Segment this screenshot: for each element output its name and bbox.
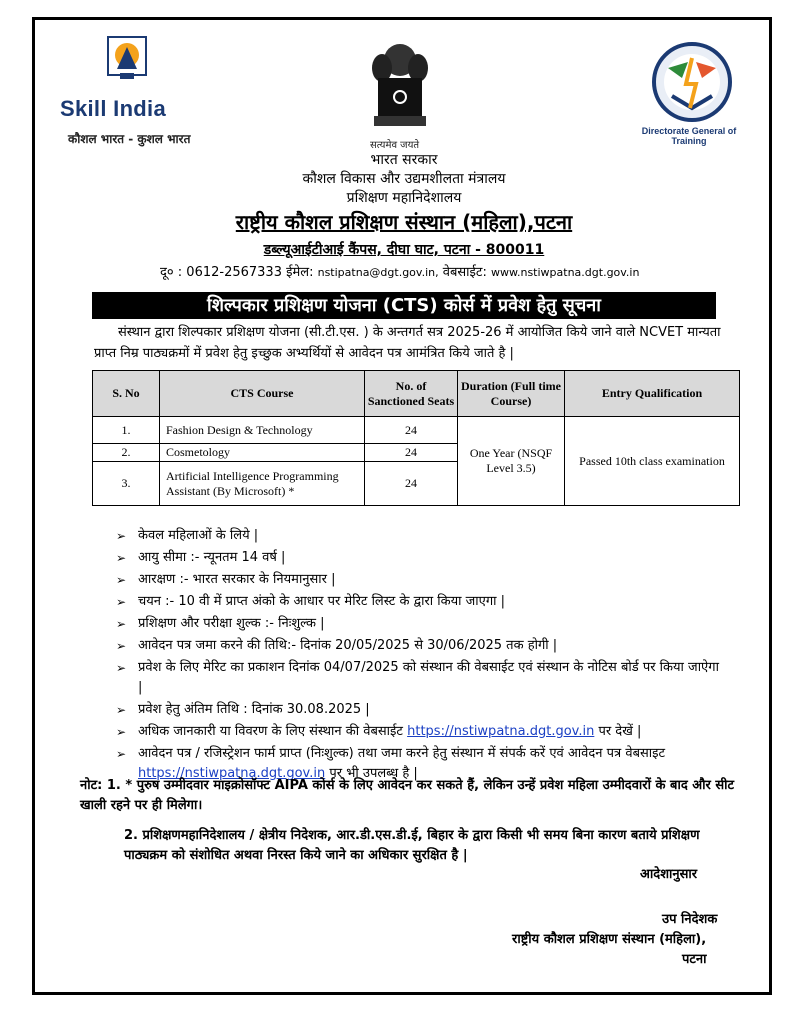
- arrow-bullet-icon: ➢: [116, 617, 127, 631]
- list-item: ➢ आवेदन पत्र जमा करने की तिथि:- दिनांक 20/05/2025 से 30/06/2025 तक होगी |: [116, 636, 726, 656]
- list-item: ➢ केवल महिलाओं के लिये |: [116, 526, 726, 546]
- arrow-bullet-icon: ➢: [116, 725, 127, 739]
- contact-line: [160, 262, 639, 280]
- list-item: ➢ चयन :- 10 वी में प्राप्त अंको के आधार पर मेरिट लिस्ट के द्वारा किया जाएगा |: [116, 592, 726, 612]
- website-text[interactable]: www.nstiwpatna.dgt.gov.in: [491, 266, 640, 279]
- signatory-designation: उप निदेशक: [662, 912, 718, 927]
- table-row: [93, 417, 740, 444]
- list-item: ➢ प्रवेश हेतु अंतिम तिथि : दिनांक 30.08.2025 |: [116, 700, 726, 720]
- row-seats: 24: [365, 417, 458, 444]
- skill-india-wordmark: Skill India: [60, 96, 166, 121]
- national-emblem-icon: [360, 38, 440, 138]
- institute-title: राष्ट्रीय कौशल प्रशिक्षण संस्थान (महिला),पटना: [235, 210, 573, 234]
- phone-text: दू० : 0612-2567333 ईमेल:: [160, 265, 314, 280]
- arrow-bullet-icon: ➢: [116, 551, 127, 565]
- notice-banner: शिल्पकार प्रशिक्षण योजना (CTS) कोर्स में प्रवेश हेतु सूचना: [92, 292, 716, 319]
- arrow-bullet-icon: ➢: [116, 529, 127, 543]
- ministry-line: कौशल विकास और उद्यमशीलता मंत्रालय: [302, 171, 506, 187]
- signatory-city: पटना: [682, 952, 707, 967]
- emblem-motto: सत्यमेव जयते: [370, 140, 420, 151]
- list-item: ➢ प्रवेश के लिए मेरिट का प्रकाशन दिनांक 04/07/2025 को संस्थान की वेबसाईट एवं संस्थान के नोटिस बोर्ड पर किया जाऐगा |: [116, 660, 719, 695]
- row-seats: 24: [365, 444, 458, 462]
- row-sno: 2.: [93, 444, 160, 462]
- website-link[interactable]: https://nstiwpatna.dgt.gov.in: [138, 766, 326, 781]
- by-order-text: आदेशानुसार: [640, 867, 698, 882]
- row-sno: 1.: [93, 417, 160, 444]
- duration-cell: One Year (NSQF Level 3.5): [458, 417, 565, 506]
- address-line: डब्ल्यूआईटीआई कैंपस, दीघा घाट, पटना - 800011: [263, 242, 545, 258]
- row-seats: 24: [365, 462, 458, 506]
- table-header-row: [93, 371, 740, 417]
- list-item: ➢ अधिक जानकारी या विवरण के लिए संस्थान की वेबसाईट https://nstiwpatna.dgt.gov.in पर देखें |: [116, 722, 726, 742]
- row-course: Cosmetology: [160, 444, 365, 462]
- skill-india-tagline: कौशल भारत - कुशल भारत: [68, 132, 191, 146]
- row-course: Artificial Intelligence Programming Assistant (By Microsoft) *: [160, 462, 365, 506]
- arrow-bullet-icon: ➢: [116, 703, 127, 717]
- arrow-bullet-icon: ➢: [116, 661, 127, 675]
- qualification-cell: Passed 10th class examination: [565, 417, 740, 506]
- arrow-bullet-icon: ➢: [116, 639, 127, 653]
- notes-section: [80, 776, 740, 866]
- website-label: वेबसाईट:: [442, 265, 487, 280]
- email-text[interactable]: nstipatna@dgt.gov.in,: [317, 266, 439, 279]
- govt-line: भारत सरकार: [370, 152, 438, 168]
- list-item: ➢ प्रशिक्षण और परीक्षा शुल्क :- निःशुल्क |: [116, 614, 726, 634]
- arrow-bullet-icon: ➢: [116, 573, 127, 587]
- row-sno: 3.: [93, 462, 160, 506]
- signatory-institute: राष्ट्रीय कौशल प्रशिक्षण संस्थान (महिला),: [512, 932, 707, 947]
- dgt-name: Directorate General of Training: [641, 126, 737, 146]
- website-link[interactable]: https://nstiwpatna.dgt.gov.in: [407, 724, 595, 739]
- intro-paragraph: संस्थान द्वारा शिल्पकार प्रशिक्षण योजना (सी.टी.एस. ) के अन्तगर्त सत्र 2025-26 में आयोजित किये जाने वाले NCVET मान्यता प्राप्त निम्र पाठ्यक्रमों में प्रवेश हेतु इच्छुक अभ्यर्थियों से आवेदन पत्र आमंत्रित किये जाते है |: [94, 325, 721, 361]
- course-table: [92, 370, 740, 506]
- bullet-list: [116, 526, 726, 786]
- col-seats: No. of Sanctioned Seats: [365, 371, 458, 417]
- col-sno: S. No: [93, 371, 160, 417]
- col-qualification: Entry Qualification: [565, 371, 740, 417]
- col-course: CTS Course: [160, 371, 365, 417]
- list-item: ➢ आरक्षण :- भारत सरकार के नियमानुसार |: [116, 570, 726, 590]
- note-2: 2. प्रशिक्षणमहानिदेशालय / क्षेत्रीय निदेशक, आर.डी.एस.डी.ई, बिहार के द्वारा किसी भी समय बिना कारण बताये प्रशिक्षण पाठ्यक्रम को संशोधित अथवा निरस्त किये जाने का अधिकार सुरक्षित है |: [124, 828, 700, 863]
- list-item: ➢ आयु सीमा :- न्यूनतम 14 वर्ष |: [116, 548, 726, 568]
- directorate-line: प्रशिक्षण महानिदेशालय: [346, 190, 462, 206]
- col-duration: Duration (Full time Course): [458, 371, 565, 417]
- arrow-bullet-icon: ➢: [116, 747, 127, 761]
- arrow-bullet-icon: ➢: [116, 595, 127, 609]
- list-item: ➢ आवेदन पत्र / रजिस्ट्रेशन फार्म प्राप्त (निःशुल्क) तथा जमा करने हेतु संस्थान में संपर्क करें एवं आवेदन पत्र वेबसाइट https://nstiwpatna.dgt.gov.in पर भी उपलब्ध है |: [116, 746, 666, 781]
- row-course: Fashion Design & Technology: [160, 417, 365, 444]
- note-1: नोट: 1. * पुरुष उम्मीदवार माइक्रोसॉफ्ट AIPA कोर्स के लिए आवेदन कर सकते हैं, लेकिन उन्हें प्रवेश महिला उम्मीदवारों के बाद और सीट खाली रहने पर ही मिलेगा।: [80, 778, 735, 813]
